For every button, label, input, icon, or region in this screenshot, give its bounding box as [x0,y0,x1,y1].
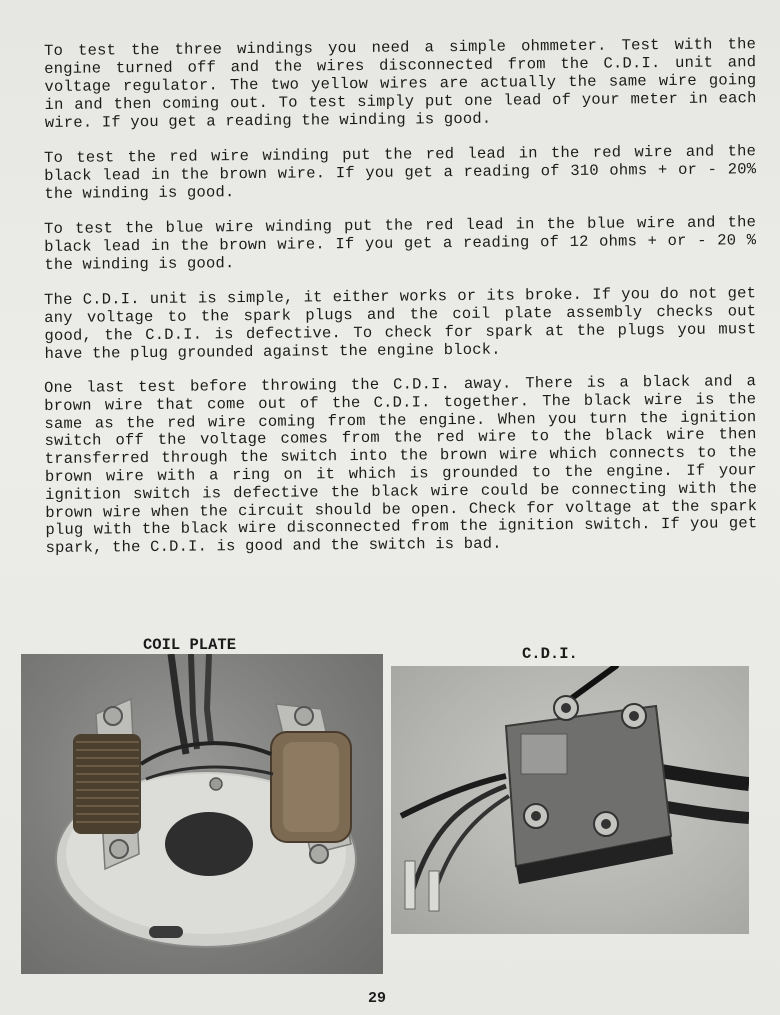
coil-plate-caption: COIL PLATE [143,636,237,654]
cdi-caption: C.D.I. [522,645,578,663]
paragraph-ohmmeter-test: To test the three windings you need a simple ohmmeter. Test with the engine turned off and the wires disconnected from the C.D.I. unit and voltage regulator. The two yellow wires are actually the same wire going in and then coming out. To test simply put one lead of your meter in each wire. If you get a reading the winding is good. [44,35,757,132]
paragraph-red-wire-test: To test the red wire winding put the red lead in the red wire and the black lead in the brown wire. If you get a reading of 310 ohms + or - 20% the winding is good. [44,142,757,203]
coil-plate-photo [21,654,383,974]
page-number: 29 [368,990,387,1007]
paragraph-last-test: One last test before throwing the C.D.I. away. There is a black and a brown wire that come out of the C.D.I. together. The black wire is the same as the red wire coming from the engine. When you turn the ignition switch off the voltage comes from the red wire to the black wire then transferred through the switch into the brown wire which connects to the brown wire with a ring on it which is grounded to the engine. If your ignition switch is defective the black wire could be connecting with the brown wire when the circuit should be open. Check for voltage at the spark plug with the black wire disconnected from the ignition switch. If you get spark, the C.D.I. is good and the switch is bad. [43,372,758,558]
body-text [43,35,758,575]
cdi-photo [391,666,749,934]
paragraph-cdi-unit: The C.D.I. unit is simple, it either works or its broke. If you do not get any voltage to the spark plugs and the coil plate assembly checks out good, the C.D.I. is defective. To check for spark at the plugs you must have the plug grounded against the engine block. [44,284,757,363]
paragraph-blue-wire-test: To test the blue wire winding put the red lead in the blue wire and the black lead in the brown wire. If you get a reading of 12 ohms + or - 20 % the winding is good. [44,213,757,274]
